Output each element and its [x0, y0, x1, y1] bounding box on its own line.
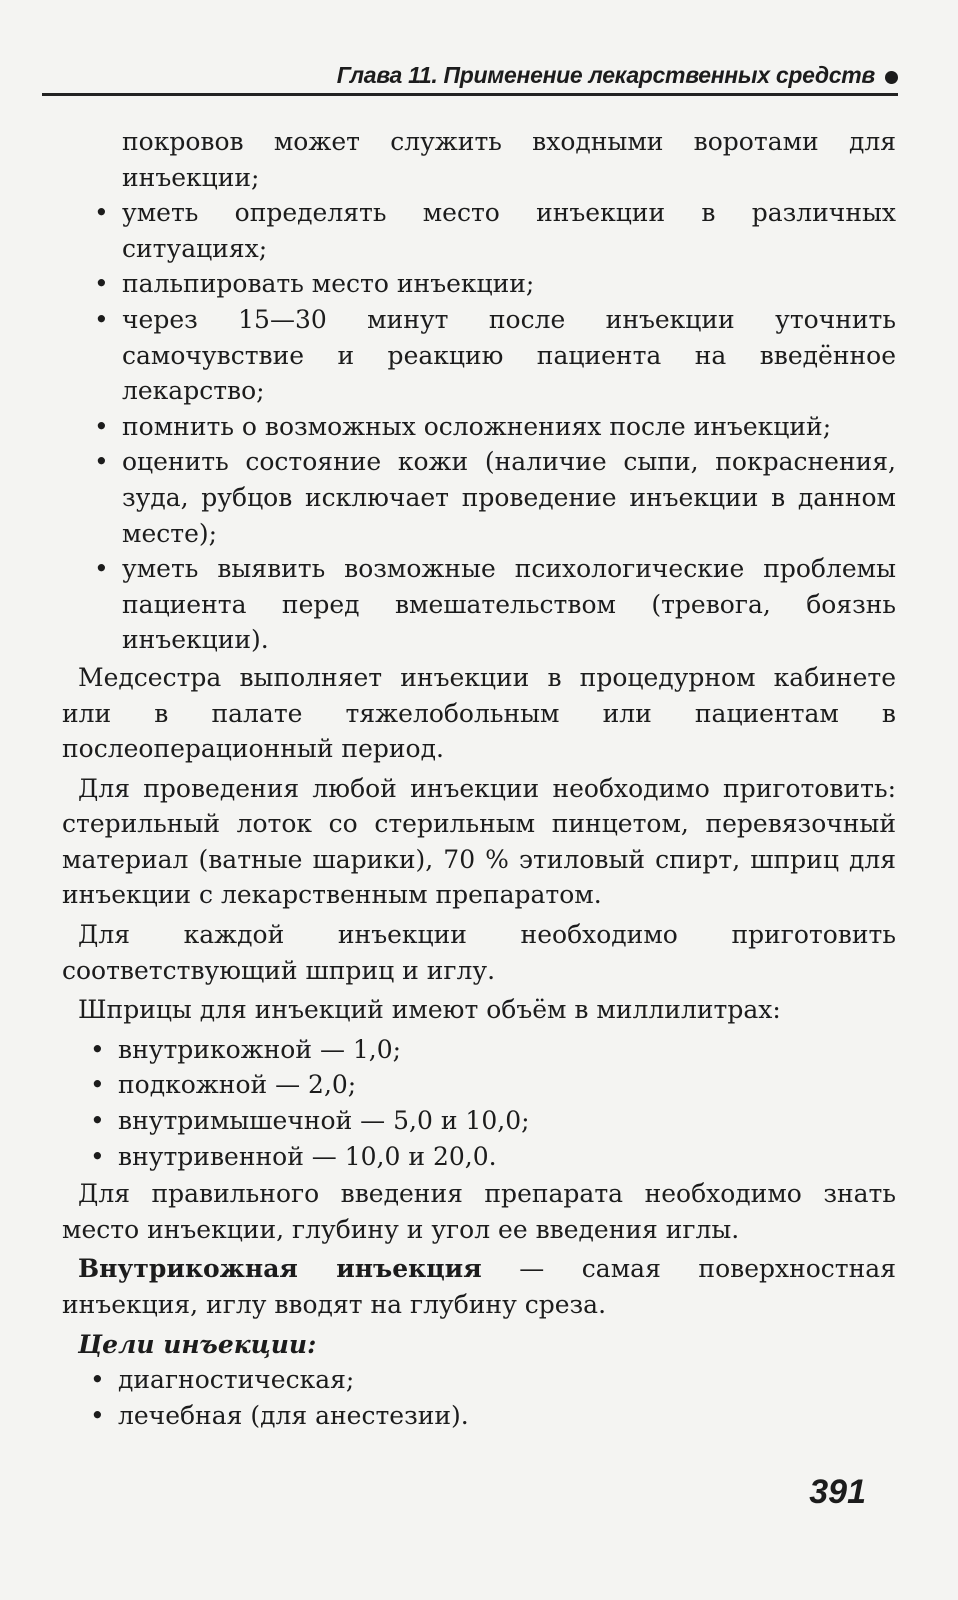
- page-content: [62, 124, 896, 1433]
- goals-heading: Цели инъекции:: [78, 1329, 317, 1359]
- paragraph-injection-site: Для правильного введения препарата необходимо знать место инъекции, глубину и угол ее введения иглы.: [62, 1179, 896, 1244]
- paragraph-preparation: Для проведения любой инъекции необходимо приготовить: стерильный лоток со стерильным пинцетом, перевязочный материал (ватные шарики), 70 % этиловый спирт, шприц для инъекции с лекарственным препаратом.: [62, 773, 896, 910]
- running-header: [42, 52, 898, 96]
- paragraph-nurse: Медсестра выполняет инъекции в процедурном кабинете или в палате тяжелобольным или пациентам в послеоперационный период.: [62, 662, 896, 764]
- definition-intradermal: — самая поверхностная инъекция, иглу вводят на глубину среза.: [62, 1254, 896, 1319]
- syringe-volume-list: [62, 1032, 896, 1174]
- bullet-dot-icon: [885, 71, 898, 84]
- chapter-title: Глава 11. Применение лекарственных средств: [336, 62, 875, 88]
- list-item-continuation: покровов может служить входными воротами для инъекции;: [122, 127, 896, 192]
- list-item: • подкожной — 2,0;: [62, 1067, 896, 1103]
- list-item: • через 15—30 минут после инъекции уточнить самочувствие и реакцию пациента на введённое лекарство;: [62, 302, 896, 409]
- list-item: • внутримышечной — 5,0 и 10,0;: [62, 1103, 896, 1139]
- list-item: • пальпировать место инъекции;: [62, 266, 896, 302]
- paragraph-syringe-volumes: Шприцы для инъекций имеют объём в миллилитрах:: [78, 995, 781, 1025]
- page-number: 391: [809, 1473, 866, 1511]
- intro-list: [62, 124, 896, 658]
- list-item: • уметь определять место инъекции в различных ситуациях;: [62, 195, 896, 266]
- list-item: • внутрикожной — 1,0;: [62, 1032, 896, 1068]
- goals-list: [62, 1362, 896, 1433]
- list-item: • помнить о возможных осложнениях после инъекций;: [62, 409, 896, 445]
- paragraph-syringe-choice: Для каждой инъекции необходимо приготовить соответствующий шприц и иглу.: [62, 920, 896, 985]
- list-item: • диагностическая;: [62, 1362, 896, 1398]
- paragraph-intradermal: [62, 1251, 896, 1322]
- list-item: • внутривенной — 10,0 и 20,0.: [62, 1139, 896, 1175]
- list-item: • уметь выявить возможные психологические проблемы пациента перед вмешательством (тревога, боязнь инъекции).: [62, 551, 896, 658]
- list-item: • оценить состояние кожи (наличие сыпи, покраснения, зуда, рубцов исключает проведение инъекции в данном месте);: [62, 444, 896, 551]
- list-item: • лечебная (для анестезии).: [62, 1398, 896, 1434]
- term-intradermal: Внутрикожная инъекция: [78, 1254, 482, 1284]
